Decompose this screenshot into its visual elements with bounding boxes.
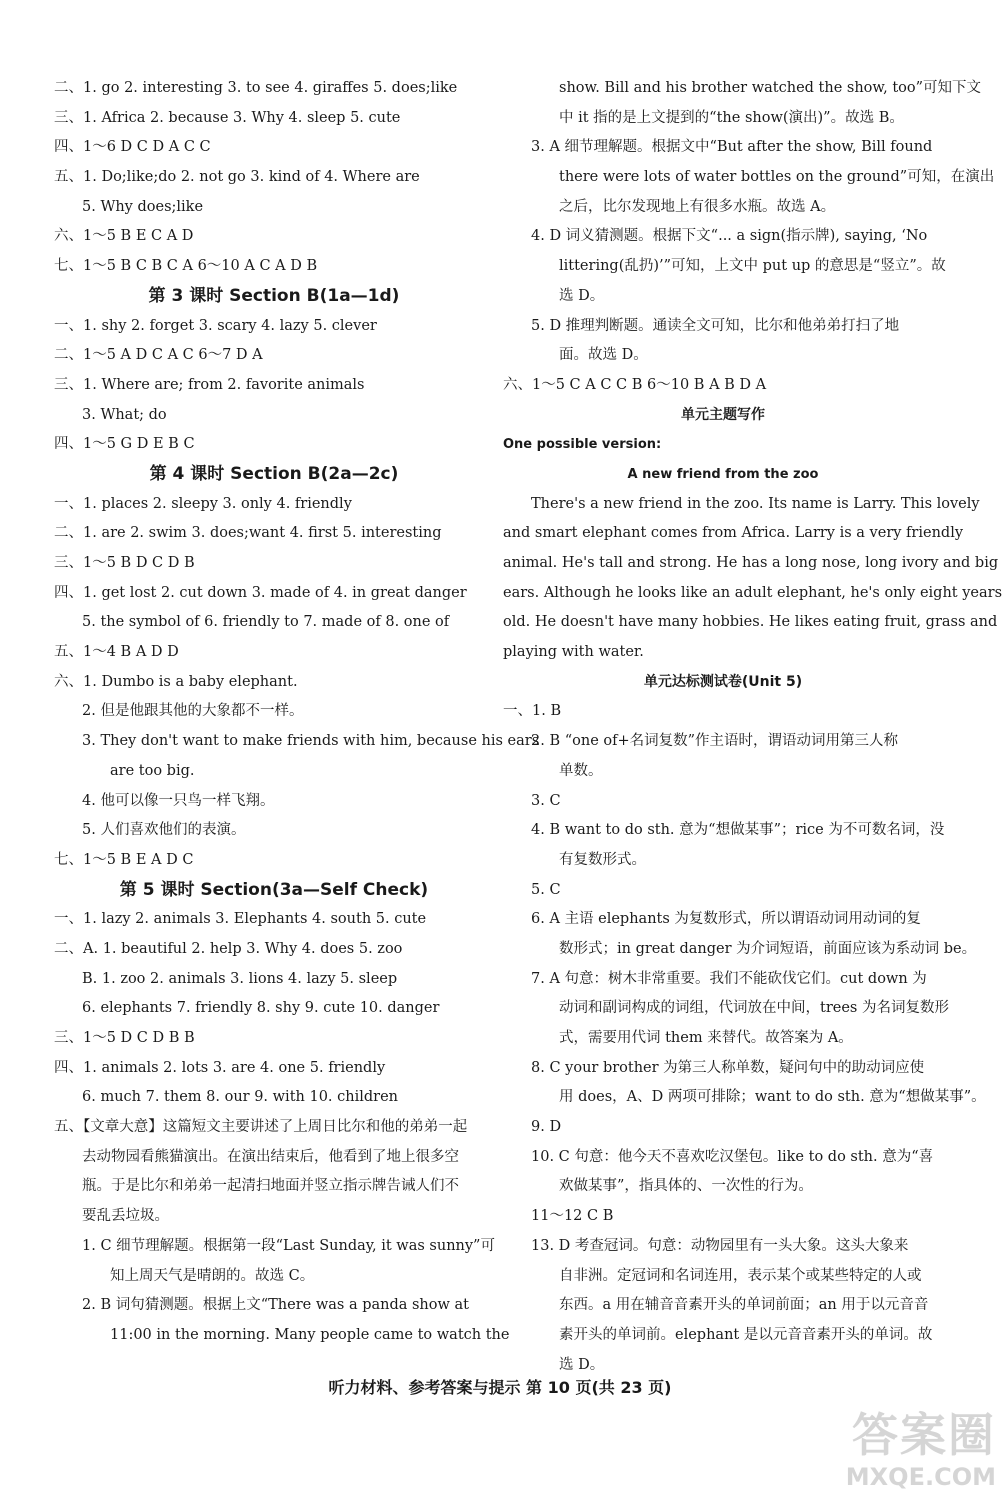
text-line: 七、1～5 B E A D C: [54, 851, 194, 868]
text-line: 式，需要用代词 them 来替代。故答案为 A。: [559, 1030, 853, 1046]
watermark-url: MXQE.COM: [845, 1463, 996, 1491]
text-line: 东西。a 用在辅音音素开头的单词前面；an 用于以元音音: [559, 1297, 929, 1314]
text-line: One possible version:: [503, 437, 662, 453]
text-line: 4. B want to do sth. 意为“想做某事”；rice 为不可数名词，没: [531, 822, 945, 839]
text-line: 动词和副词构成的词组，代词放在中间，trees 为名词复数形: [559, 1000, 949, 1017]
text-line: 11:00 in the morning. Many people came to watch the: [110, 1326, 510, 1343]
text-line: 六、1. Dumbo is a baby elephant.: [54, 673, 298, 690]
text-line: 要乱丢垃圾。: [82, 1208, 169, 1225]
text-line: 6. elephants 7. friendly 8. shy 9. cute 10. danger: [82, 1000, 440, 1017]
text-line: 选 D。: [559, 1356, 605, 1373]
text-line: B. 1. zoo 2. animals 3. lions 4. lazy 5. sleep: [82, 970, 398, 987]
text-line: 自非洲。定冠词和名词连用，表示某个或某些特定的人或: [559, 1267, 922, 1284]
text-line: littering(乱扔)’”可知，上文中 put up 的意思是“竖立”。故: [559, 258, 946, 275]
section-heading: 第 4 课时 Section B(2a—2c): [149, 463, 399, 484]
text-line: 9. D: [531, 1119, 562, 1136]
text-line: 5. C: [531, 881, 561, 898]
text-line: 5. the symbol of 6. friendly to 7. made of 8. one of: [82, 614, 450, 631]
text-line: 二、A. 1. beautiful 2. help 3. Why 4. does 5. zoo: [54, 940, 403, 957]
text-line: 素开头的单词前。elephant 是以元音音素开头的单词。故: [559, 1326, 933, 1343]
text-line: 三、1～5 B D C D B: [54, 555, 195, 571]
text-line: 数形式；in great danger 为介词短语，前面应该为系动词 be。: [559, 940, 977, 957]
text-line: 2. B 词句猜测题。根据上文“There was a panda show at: [82, 1297, 469, 1314]
text-line: 一、1. shy 2. forget 3. scary 4. lazy 5. clever: [54, 317, 377, 334]
text-line: 一、1. B: [503, 703, 562, 720]
text-line: There's a new friend in the zoo. Its name is Larry. This lovely: [531, 495, 980, 512]
text-line: old. He doesn't have many hobbies. He likes eating fruit, grass and: [503, 614, 998, 631]
text-line: 欢做某事”，指具体的、一次性的行为。: [559, 1178, 813, 1195]
text-line: 3. A 细节理解题。根据文中“But after the show, Bill found: [531, 139, 933, 156]
text-line: 七、1～5 B C B C A 6～10 A C A D B: [54, 258, 318, 275]
essay-title: A new friend from the zoo: [627, 466, 819, 482]
text-line: playing with water.: [503, 644, 644, 661]
text-line: 有复数形式。: [559, 851, 646, 868]
text-line: 2. B “one of+名词复数”作主语时，谓语动词用第三人称: [531, 733, 899, 750]
right-column: [503, 74, 1002, 1380]
text-line: 4. 他可以像一只鸟一样飞翔。: [82, 792, 275, 809]
text-line: 一、1. lazy 2. animals 3. Elephants 4. south 5. cute: [54, 911, 427, 928]
text-line: 13. D 考查冠词。句意：动物园里有一头大象。这头大象来: [531, 1237, 909, 1254]
text-line: 6. much 7. them 8. our 9. with 10. children: [82, 1089, 399, 1106]
text-line: 1. C 细节理解题。根据第一段“Last Sunday, it was sunny”可: [82, 1237, 495, 1254]
text-line: 5. 人们喜欢他们的表演。: [82, 822, 246, 839]
text-line: 面。故选 D。: [559, 347, 648, 364]
text-line: 六、1～5 B E C A D: [54, 228, 194, 245]
text-line: 瓶。于是比尔和弟弟一起清扫地面并竖立指示牌告诫人们不: [82, 1178, 459, 1195]
text-line: 6. A 主语 elephants 为复数形式，所以谓语动词用动词的复: [531, 911, 921, 928]
text-line: 5. Why does;like: [82, 198, 204, 215]
text-line: 二、1. go 2. interesting 3. to see 4. giraffes 5. does;like: [54, 80, 458, 96]
watermark-logo: [828, 1408, 996, 1504]
text-line: 用 does，A、D 两项可排除；want to do sth. 意为“想做某事”。: [559, 1089, 986, 1106]
section-heading: 单元主题写作: [681, 406, 765, 423]
text-line: show. Bill and his brother watched the show, too”可知下文: [559, 80, 982, 96]
text-line: 3. What; do: [82, 406, 167, 423]
text-line: 3. They don't want to make friends with him, because his ears: [82, 733, 540, 750]
text-line: ears. Although he looks like an adult elephant, he's only eight years: [503, 584, 1002, 601]
text-line: and smart elephant comes from Africa. Larry is a very friendly: [503, 525, 964, 542]
text-line: are too big.: [110, 762, 195, 779]
text-line: animal. He's tall and strong. He has a long nose, long ivory and big: [503, 555, 999, 571]
text-line: 8. C your brother 为第三人称单数，疑问句中的助动词应使: [531, 1059, 925, 1076]
text-line: 三、1. Africa 2. because 3. Why 4. sleep 5. cute: [54, 109, 401, 126]
section-heading: 单元达标测试卷(Unit 5): [643, 673, 803, 690]
text-line: 五、1～4 B A D D: [54, 644, 179, 661]
text-line: 中 it 指的是上文提到的“the show(演出)”。故选 B。: [559, 109, 904, 126]
watermark-text: 答案圈: [852, 1408, 996, 1462]
text-line: 知上周天气是晴朗的。故选 C。: [110, 1267, 315, 1284]
page-footer: 听力材料、参考答案与提示 第 10 页(共 23 页): [328, 1378, 672, 1397]
text-line: 10. C 句意：他今天不喜欢吃汉堡包。like to do sth. 意为“喜: [531, 1148, 934, 1165]
section-heading: 第 5 课时 Section(3a—Self Check): [119, 879, 429, 900]
text-line: 五、1. Do;like;do 2. not go 3. kind of 4. Where are: [54, 169, 420, 186]
text-line: 之后，比尔发现地上有很多水瓶。故选 A。: [559, 198, 836, 215]
section-heading: 第 3 课时 Section B(1a—1d): [148, 285, 400, 306]
text-line: 二、1～5 A D C A C 6～7 D A: [54, 347, 263, 364]
text-line: 五、【文章大意】这篇短文主要讲述了上周日比尔和他的弟弟一起: [54, 1119, 468, 1136]
text-line: 去动物园看熊猫演出。在演出结束后，他看到了地上很多空: [82, 1148, 459, 1165]
text-line: there were lots of water bottles on the ground”可知，在演出: [559, 169, 995, 186]
text-line: 四、1. animals 2. lots 3. are 4. one 5. friendly: [54, 1059, 386, 1076]
text-line: 7. A 句意：树木非常重要。我们不能砍伐它们。cut down 为: [531, 970, 927, 987]
text-line: 二、1. are 2. swim 3. does;want 4. first 5. interesting: [54, 525, 442, 542]
text-line: 三、1～5 D C D B B: [54, 1030, 195, 1046]
text-line: 三、1. Where are; from 2. favorite animals: [54, 376, 365, 393]
text-line: 11～12 C B: [531, 1208, 614, 1225]
text-line: 4. D 词义猜测题。根据下文“... a sign(指示牌), saying, ‘No: [531, 228, 928, 245]
text-line: 一、1. places 2. sleepy 3. only 4. friendly: [54, 495, 352, 512]
text-line: 四、1～5 G D E B C: [54, 436, 195, 453]
text-line: 2. 但是他跟其他的大象都不一样。: [82, 703, 304, 720]
text-line: 单数。: [559, 762, 603, 779]
text-line: 3. C: [531, 792, 561, 809]
text-line: 5. D 推理判断题。通读全文可知，比尔和他弟弟打扫了地: [531, 317, 900, 334]
text-line: 选 D。: [559, 287, 605, 304]
text-line: 四、1～6 D C D A C C: [54, 139, 211, 156]
text-line: 四、1. get lost 2. cut down 3. made of 4. in great danger: [54, 584, 467, 601]
text-line: 六、1～5 C A C C B 6～10 B A B D A: [503, 376, 767, 393]
